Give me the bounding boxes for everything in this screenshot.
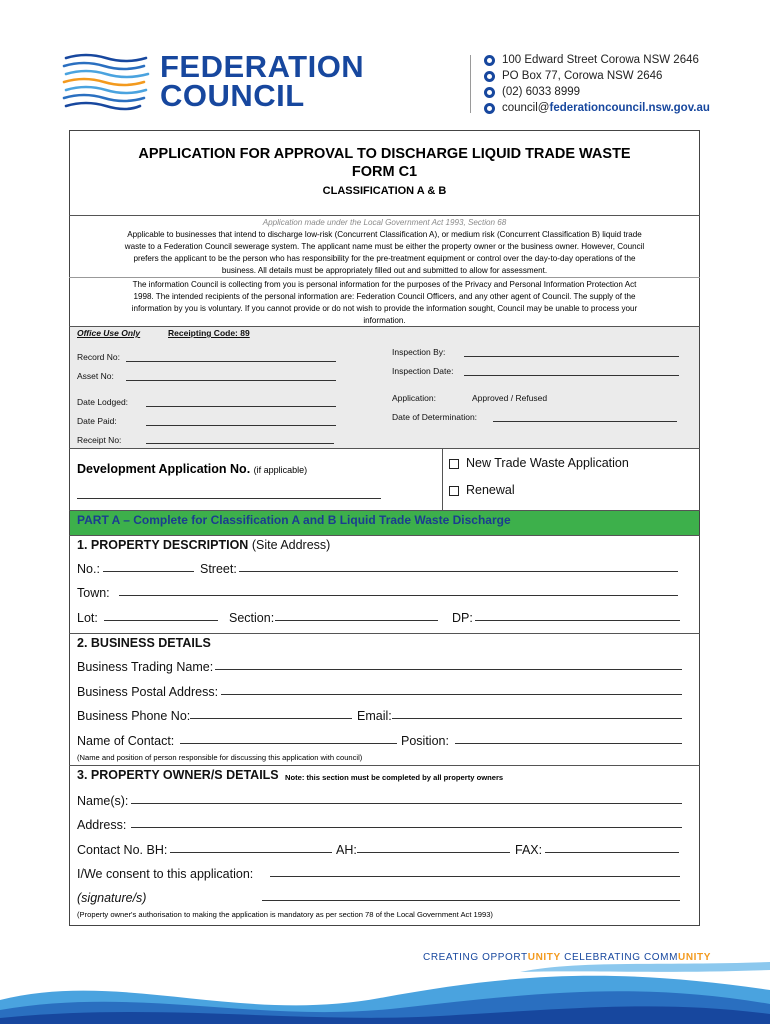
- trading-name-field[interactable]: [215, 660, 682, 670]
- receipt-no-label: Receipt No:: [77, 435, 122, 445]
- asset-no-label: Asset No:: [77, 371, 114, 381]
- option-new-trade-waste[interactable]: [449, 456, 629, 470]
- tagline-part: CREATING OPPORT: [423, 952, 528, 963]
- privacy-line: information.: [363, 316, 406, 325]
- da-label-text: Development Application No.: [77, 462, 251, 476]
- no-label: No.:: [77, 562, 100, 576]
- contact-bh-label: Contact No. BH:: [77, 843, 168, 857]
- dp-label: DP:: [452, 611, 473, 625]
- contact-email[interactable]: [484, 101, 710, 115]
- phone-text: (02) 6033 8999: [502, 86, 581, 98]
- divider: [69, 535, 700, 536]
- da-label: [77, 462, 307, 476]
- section-label: Section:: [229, 611, 275, 625]
- postal-address-field[interactable]: [221, 685, 682, 695]
- option-renewal-label: Renewal: [466, 483, 515, 497]
- section-field[interactable]: [275, 611, 438, 621]
- contact-address: [484, 53, 699, 67]
- tagline-part: CELEBRATING COMM: [560, 952, 679, 963]
- date-paid-field[interactable]: [146, 416, 336, 426]
- divider: [69, 448, 700, 449]
- divider: [69, 765, 700, 766]
- contact-po-box: [484, 69, 662, 83]
- names-field[interactable]: [131, 794, 682, 804]
- checkbox-renewal[interactable]: [449, 486, 459, 496]
- divider: [69, 326, 700, 327]
- owner-note: Note: this section must be completed by all property owners: [285, 773, 504, 782]
- determination-date-field[interactable]: [493, 412, 677, 422]
- ah-label: AH:: [336, 843, 357, 857]
- approved-refused-options[interactable]: Approved / Refused: [472, 393, 548, 403]
- determination-date-label: Date of Determination:: [392, 412, 478, 422]
- office-use-section: [70, 326, 699, 448]
- option-renewal[interactable]: [449, 483, 515, 497]
- da-hint: (if applicable): [253, 465, 308, 475]
- logo-line2: COUNCIL: [160, 78, 305, 113]
- logo-waves-icon: [60, 52, 152, 112]
- contact-phone: [484, 85, 580, 99]
- email-label: Email:: [357, 709, 392, 723]
- street-label: Street:: [200, 562, 237, 576]
- owner-address-label: Address:: [77, 818, 127, 832]
- contact-note: (Name and position of person responsible for discussing this application with council): [77, 753, 363, 762]
- da-divider: [442, 448, 443, 510]
- owner-address-field[interactable]: [131, 818, 682, 828]
- lot-field[interactable]: [104, 611, 218, 621]
- logo-wordmark: [160, 49, 365, 113]
- ah-field[interactable]: [357, 843, 510, 853]
- header-divider: [470, 55, 471, 113]
- lot-label: Lot:: [77, 611, 98, 625]
- privacy-text: [70, 279, 699, 327]
- tagline-part: UNITY: [527, 952, 561, 963]
- town-label: Town:: [77, 586, 110, 600]
- property-heading: [77, 538, 330, 552]
- applicability-text: [70, 229, 699, 277]
- position-field[interactable]: [455, 734, 682, 744]
- consent-field[interactable]: [270, 867, 680, 877]
- authorisation-note: (Property owner's authorisation to making the application is mandatory as per section 78 of the Local Government Act 1993): [77, 910, 493, 919]
- logo-line1: FEDERATION: [160, 49, 365, 84]
- property-heading-rest: (Site Address): [251, 538, 331, 552]
- receipting-code: Receipting Code: 89: [168, 328, 250, 338]
- postal-address-label: Business Postal Address:: [77, 685, 219, 699]
- inspection-by-field[interactable]: [464, 347, 679, 357]
- option-new-label: New Trade Waste Application: [466, 456, 629, 470]
- applicability-line: Applicable to businesses that intend to discharge low-risk (Concurrent Classification A), or medium risk (Concurrent Classification B) liquid trade: [127, 230, 642, 239]
- divider: [69, 277, 700, 278]
- dp-field[interactable]: [475, 611, 680, 621]
- email-prefix[interactable]: council@: [502, 102, 550, 114]
- owner-heading: 3. PROPERTY OWNER/S DETAILS: [77, 768, 279, 782]
- applicability-line: waste to a Federation Council sewerage system. The applicant name must be either the property owner or the business owner. However, Council: [124, 242, 645, 251]
- trading-name-label: Business Trading Name:: [77, 660, 214, 674]
- part-a-heading: PART A – Complete for Classification A and B Liquid Trade Waste Discharge: [77, 513, 511, 527]
- checkbox-new[interactable]: [449, 459, 459, 469]
- office-use-heading: Office Use Only: [77, 328, 141, 338]
- inspection-date-label: Inspection Date:: [392, 366, 454, 376]
- application-label: Application:: [392, 393, 436, 403]
- signature-label: (signature/s): [77, 891, 147, 905]
- form-number: FORM C1: [351, 164, 418, 180]
- form-classification: CLASSIFICATION A & B: [322, 185, 447, 197]
- record-no-label: Record No:: [77, 352, 120, 362]
- asset-no-field[interactable]: [126, 371, 336, 381]
- applicability-line: business. All details must be appropriately filled out and submitted to allow for assessment.: [221, 266, 548, 275]
- da-number-field[interactable]: [77, 489, 381, 499]
- date-paid-label: Date Paid:: [77, 416, 117, 426]
- town-field[interactable]: [119, 586, 678, 596]
- divider: [69, 510, 700, 511]
- email-domain[interactable]: federationcouncil.nsw.gov.au: [549, 102, 710, 114]
- act-note: Application made under the Local Government Act 1993, Section 68: [262, 218, 507, 227]
- inspection-by-label: Inspection By:: [392, 347, 446, 357]
- signature-field[interactable]: [262, 891, 680, 901]
- po-box-text: PO Box 77, Corowa NSW 2646: [502, 70, 663, 82]
- phone-icon: [484, 87, 495, 98]
- date-lodged-field[interactable]: [146, 397, 336, 407]
- divider: [69, 633, 700, 634]
- names-label: Name(s):: [77, 794, 129, 808]
- privacy-line: The information Council is collecting from you is personal information for the purposes of the Privacy and Personal Information Protection Act: [132, 280, 637, 289]
- inspection-date-field[interactable]: [464, 366, 679, 376]
- email-field[interactable]: [392, 709, 682, 719]
- form-title: APPLICATION FOR APPROVAL TO DISCHARGE LIQUID TRADE WASTE: [138, 146, 631, 162]
- business-heading: 2. BUSINESS DETAILS: [77, 636, 211, 650]
- position-label: Position:: [401, 734, 449, 748]
- email-icon: [484, 103, 495, 114]
- street-field[interactable]: [239, 562, 678, 572]
- business-phone-field[interactable]: [190, 709, 352, 719]
- location-pin-icon: [484, 55, 495, 66]
- contact-name-field[interactable]: [180, 734, 397, 744]
- date-lodged-label: Date Lodged:: [77, 397, 129, 407]
- footer-waves-icon: [0, 960, 770, 1024]
- contact-name-label: Name of Contact:: [77, 734, 175, 748]
- divider: [69, 215, 700, 216]
- privacy-line: information by you is voluntary. If you cannot provide or do not wish to provide the information sought, Council may be unable to process your: [131, 304, 638, 313]
- fax-field[interactable]: [545, 843, 679, 853]
- consent-label: I/We consent to this application:: [77, 867, 254, 881]
- business-phone-label: Business Phone No:: [77, 709, 191, 723]
- applicability-line: prefers the applicant to be the person who has responsibility for the pre-treatment equipment or control over the day-to-day operations of the: [133, 254, 636, 263]
- mail-icon: [484, 71, 495, 82]
- record-no-field[interactable]: [126, 352, 336, 362]
- no-field[interactable]: [103, 562, 194, 572]
- receipt-no-field[interactable]: [146, 434, 334, 444]
- tagline-part: UNITY: [678, 952, 712, 963]
- contact-bh-field[interactable]: [170, 843, 332, 853]
- privacy-line: 1998. The intended recipients of the personal information are: Federation Council Officers, and any other agent of Council. The supply of the: [133, 292, 636, 301]
- property-heading-bold: 1. PROPERTY DESCRIPTION: [77, 538, 249, 552]
- fax-label: FAX:: [515, 843, 543, 857]
- address-text: 100 Edward Street Corowa NSW 2646: [502, 54, 699, 66]
